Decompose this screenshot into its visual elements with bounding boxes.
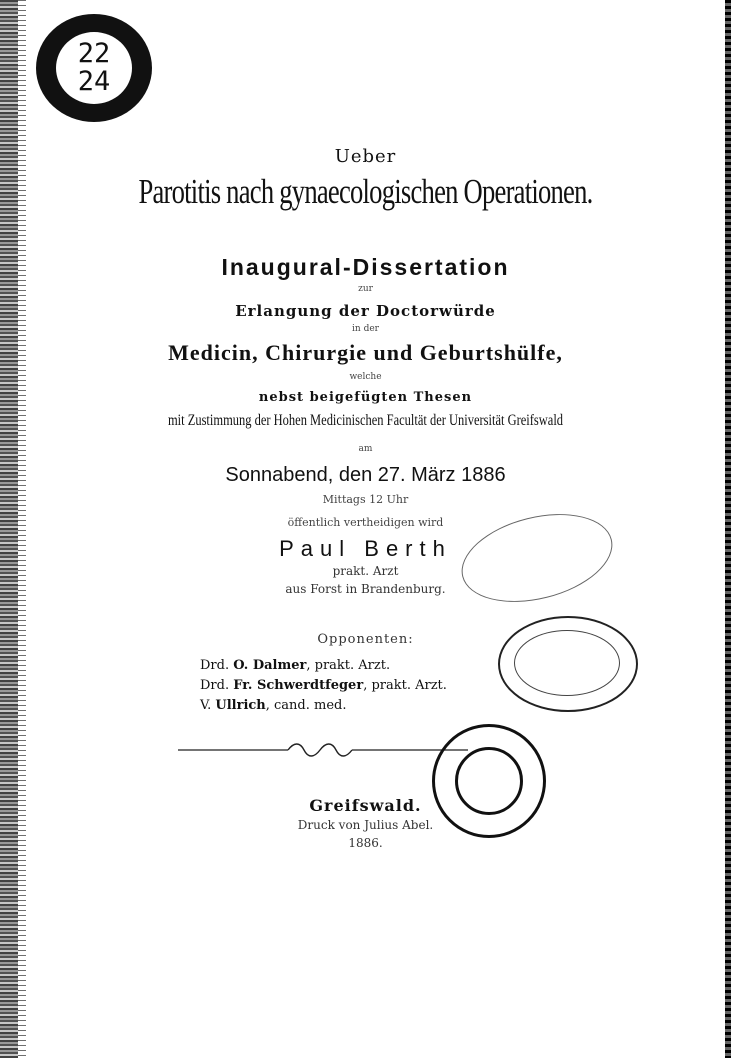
opponent-prefix: V. [200, 698, 212, 713]
dissertation-heading: Inaugural-Dissertation [221, 254, 510, 280]
line-welche: welche [349, 372, 382, 382]
opponent-role: , cand. med. [265, 698, 347, 713]
opponent-role: , prakt. Arzt. [363, 678, 447, 693]
library-stamp-number-top: 22 [77, 38, 111, 69]
imprint-city: Greifswald. [309, 796, 422, 815]
opponent-prefix: Drd. [200, 678, 230, 693]
opponent-name: Ullrich [215, 698, 266, 713]
line-erlangung: Erlangung der Doctorwürde [235, 302, 496, 320]
defense-date: Sonnabend, den 27. März 1886 [225, 464, 506, 486]
opponent-item [200, 696, 447, 716]
line-oeffentlich: öffentlich vertheidigen wird [287, 516, 444, 529]
line-nebst: nebst beigefügten Thesen [258, 390, 473, 405]
author-name: Paul Berth [279, 536, 452, 561]
title-pre: Ueber [334, 146, 397, 167]
opponent-prefix: Drd. [200, 658, 230, 673]
opponent-name: Fr. Schwerdtfeger [233, 678, 364, 693]
imprint-printer: Druck von Julius Abel. [297, 818, 434, 832]
library-stamp [36, 14, 152, 122]
library-stamp-numbers [56, 32, 132, 104]
ornamental-rule [178, 739, 468, 761]
line-in-der: in der [352, 324, 379, 334]
library-stamp-number-bottom: 24 [77, 66, 111, 97]
author-title: prakt. Arzt [332, 564, 399, 578]
line-zur: zur [358, 284, 373, 294]
opponents-list [200, 656, 447, 716]
line-zustimmung: mit Zustimmung der Hohen Medicinischen Facultät der Universität Greifswald [167, 412, 564, 429]
opponent-item [200, 656, 447, 676]
title-main: Parotitis nach gynaecologischen Operationen. [138, 172, 593, 211]
opponents-heading: Opponenten: [317, 632, 414, 647]
imprint-year: 1886. [348, 836, 383, 850]
oval-library-stamp [498, 616, 638, 712]
opponent-item [200, 676, 447, 696]
opponent-name: O. Dalmer [233, 658, 307, 673]
opponent-role: , prakt. Arzt. [306, 658, 391, 673]
line-faculties: Medicin, Chirurgie und Geburtshülfe, [168, 340, 563, 365]
line-am: am [358, 444, 373, 454]
author-origin: aus Forst in Brandenburg. [285, 582, 446, 596]
defense-time: Mittags 12 Uhr [322, 493, 409, 506]
